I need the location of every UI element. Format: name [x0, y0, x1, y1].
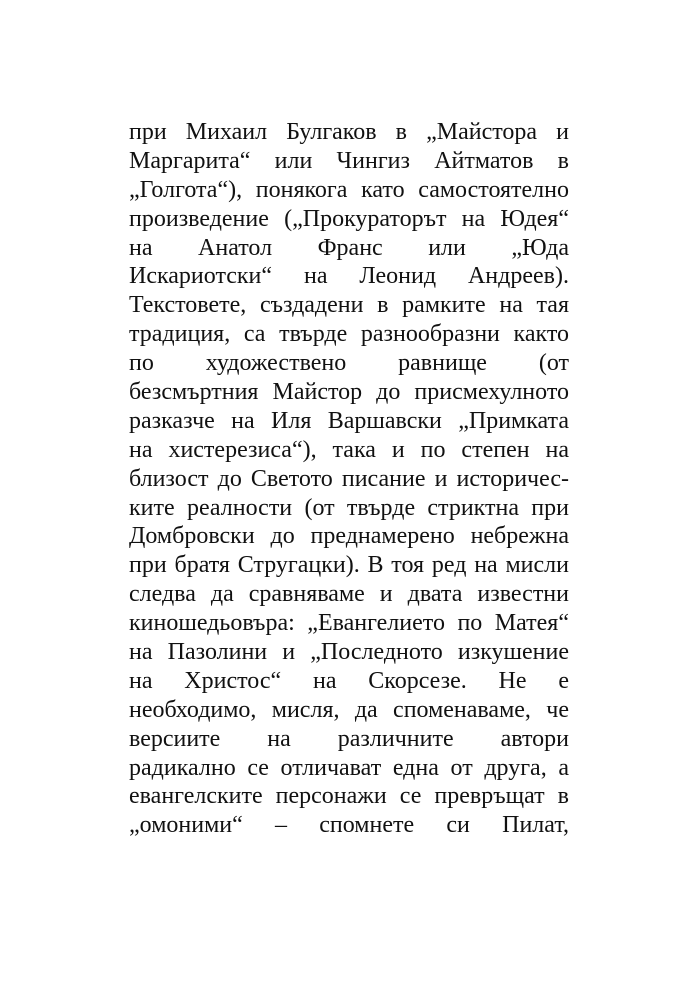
- text-line: на Пазолини и „Последното изкушение: [129, 639, 569, 666]
- text-line: „омоними“ – спомнете си Пилат,: [129, 812, 569, 839]
- text-line: радикално се отличават една от друга, а: [129, 754, 569, 781]
- text-line: при братя Стругацки). В тоя ред на мисли: [129, 552, 569, 579]
- text-line: на Христос“ на Скорсезе. Не е: [129, 667, 569, 694]
- text-line: близост до Светото писание и историчес-: [129, 465, 569, 492]
- text-line: Маргарита“ или Чингиз Айтматов в: [129, 147, 569, 174]
- body-paragraph: [129, 118, 569, 840]
- text-line: по художествено равнище (от: [129, 350, 569, 377]
- text-line: следва да сравняваме и двата известни: [129, 581, 569, 608]
- text-line: безсмъртния Майстор до присмехулното: [129, 379, 569, 406]
- text-line: ките реалности (от твърде стриктна при: [129, 494, 569, 521]
- text-line: „Голгота“), понякога като самостоятелно: [129, 176, 569, 203]
- text-line: на Анатол Франс или „Юда: [129, 234, 569, 261]
- text-line: традиция, са твърде разнообразни както: [129, 321, 569, 348]
- text-line: киношедьовъра: „Евангелието по Матея“: [129, 610, 569, 637]
- text-line: Текстовете, създадени в рамките на тая: [129, 292, 569, 319]
- text-line: разказче на Иля Варшавски „Примката: [129, 407, 569, 434]
- text-line: версиите на различните автори: [129, 725, 569, 752]
- text-line: на хистерезиса“), така и по степен на: [129, 436, 569, 463]
- text-line: при Михаил Булгаков в „Майстора и: [129, 119, 569, 145]
- text-line: Домбровски до преднамерено небрежна: [129, 523, 569, 550]
- text-line: необходимо, мисля, да споменаваме, че: [129, 696, 569, 723]
- text-line: произведение („Прокураторът на Юдея“: [129, 205, 569, 232]
- text-line: евангелските персонажи се превръщат в: [129, 783, 569, 810]
- text-line: Искариотски“ на Леонид Андреев).: [129, 263, 569, 290]
